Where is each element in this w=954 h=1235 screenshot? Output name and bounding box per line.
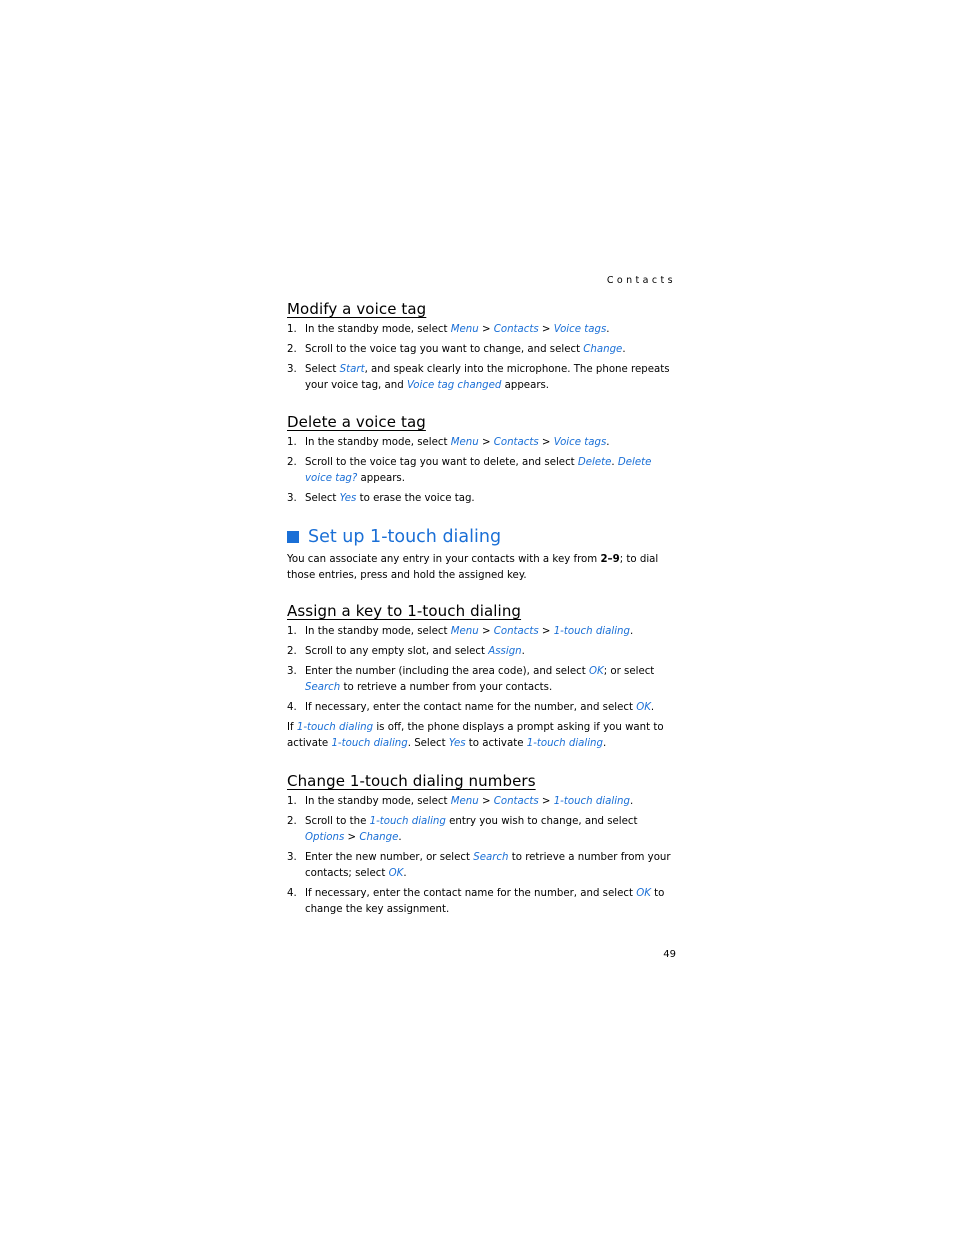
- steps-change-numbers: [287, 794, 679, 918]
- list-item: [287, 455, 679, 487]
- contacts-term: Contacts: [493, 324, 539, 335]
- punctuation: .: [629, 626, 634, 637]
- section-modify-voice-tag: [287, 300, 679, 394]
- page-number: 49: [663, 949, 676, 960]
- separator: >: [478, 324, 494, 335]
- note-text: is off, the phone displays a prompt asking if you want to activate: [287, 722, 664, 749]
- step-number: 1.: [287, 324, 297, 335]
- list-item: [287, 342, 679, 358]
- step-number: 3.: [287, 666, 297, 677]
- assign-term: Assign: [488, 646, 522, 657]
- ok-term: OK: [636, 888, 651, 899]
- note-text: to activate: [465, 738, 527, 749]
- voice-tags-term: Voice tags: [553, 437, 607, 448]
- step-number: 4.: [287, 702, 297, 713]
- punctuation: .: [602, 738, 607, 749]
- step-number: 3.: [287, 364, 297, 375]
- step-text: appears.: [357, 473, 405, 484]
- search-term: Search: [305, 682, 341, 693]
- 1-touch-dialing-term: 1-touch dialing: [553, 626, 630, 637]
- step-number: 1.: [287, 796, 297, 807]
- step-number: 2.: [287, 344, 297, 355]
- punctuation: .: [398, 832, 402, 843]
- list-item: [287, 700, 679, 716]
- step-text: to erase the voice tag.: [356, 493, 475, 504]
- step-text: appears.: [501, 380, 550, 391]
- list-item: [287, 362, 679, 394]
- list-item: [287, 624, 679, 640]
- punctuation: .: [629, 796, 634, 807]
- intro-text: ; to dial those entries, press and hold the assigned key.: [287, 554, 659, 581]
- menu-term: Menu: [450, 437, 479, 448]
- list-item: [287, 886, 679, 918]
- yes-term: Yes: [339, 493, 357, 504]
- step-text: In the standby mode, select: [305, 437, 451, 448]
- setup-intro: [287, 552, 679, 584]
- step-text: Scroll to the: [305, 816, 370, 827]
- step-text: , and speak clearly into the microphone. The phone repeats your voice tag, and: [305, 364, 670, 391]
- step-text: In the standby mode, select: [305, 796, 451, 807]
- square-bullet-icon: [287, 531, 299, 543]
- punctuation: .: [403, 868, 407, 879]
- running-header: Contacts: [606, 275, 676, 286]
- separator: >: [478, 626, 494, 637]
- step-number: 2.: [287, 816, 297, 827]
- section-delete-voice-tag: [287, 413, 679, 507]
- separator: >: [478, 796, 494, 807]
- intro-text: You can associate any entry in your contacts with a key from: [287, 554, 601, 565]
- step-number: 2.: [287, 646, 297, 657]
- menu-term: Menu: [450, 324, 479, 335]
- step-text: If necessary, enter the contact name for the number, and select: [305, 702, 637, 713]
- step-text: to retrieve a number from your contacts.: [340, 682, 553, 693]
- step-number: 1.: [287, 626, 297, 637]
- 1-touch-dialing-term: 1-touch dialing: [526, 738, 603, 749]
- list-item: [287, 814, 679, 846]
- key-range: 2–9: [600, 554, 620, 565]
- step-number: 2.: [287, 457, 297, 468]
- 1-touch-dialing-term: 1-touch dialing: [553, 796, 630, 807]
- step-text: Scroll to the voice tag you want to delete, and select: [305, 457, 578, 468]
- 1-touch-dialing-term: 1-touch dialing: [331, 738, 408, 749]
- steps-modify-voice-tag: [287, 322, 679, 394]
- delete-term: Delete: [577, 457, 612, 468]
- punctuation: .: [622, 344, 626, 355]
- step-number: 1.: [287, 437, 297, 448]
- step-text: .: [611, 457, 618, 468]
- start-term: Start: [339, 364, 365, 375]
- assign-note: [287, 720, 679, 752]
- list-item: [287, 322, 679, 338]
- steps-delete-voice-tag: [287, 435, 679, 507]
- ok-term: OK: [636, 702, 651, 713]
- separator: >: [538, 437, 554, 448]
- list-item: [287, 794, 679, 810]
- voice-tags-term: Voice tags: [553, 324, 607, 335]
- heading-change-numbers: Change 1-touch dialing numbers: [287, 772, 536, 790]
- heading-text: Set up 1-touch dialing: [308, 527, 502, 547]
- step-number: 3.: [287, 852, 297, 863]
- heading-modify-voice-tag: Modify a voice tag: [287, 300, 427, 318]
- step-number: 3.: [287, 493, 297, 504]
- separator: >: [344, 832, 360, 843]
- menu-term: Menu: [450, 796, 479, 807]
- punctuation: .: [606, 324, 610, 335]
- punctuation: .: [521, 646, 525, 657]
- step-number: 4.: [287, 888, 297, 899]
- search-term: Search: [473, 852, 509, 863]
- step-text: Scroll to the voice tag you want to change, and select: [305, 344, 584, 355]
- list-item: [287, 435, 679, 451]
- step-text: to change the key assignment.: [305, 888, 665, 915]
- step-text: Select: [305, 364, 340, 375]
- separator: >: [538, 796, 554, 807]
- change-term: Change: [359, 832, 399, 843]
- 1-touch-dialing-term: 1-touch dialing: [369, 816, 446, 827]
- step-text: Enter the new number, or select: [305, 852, 474, 863]
- step-text: entry you wish to change, and select: [445, 816, 638, 827]
- step-text: Scroll to any empty slot, and select: [305, 646, 489, 657]
- section-setup-1-touch: [287, 526, 679, 584]
- list-item: [287, 664, 679, 696]
- list-item: [287, 491, 679, 507]
- step-text: If necessary, enter the contact name for the number, and select: [305, 888, 637, 899]
- contacts-term: Contacts: [493, 796, 539, 807]
- note-text: . Select: [407, 738, 449, 749]
- step-text: Select: [305, 493, 340, 504]
- menu-term: Menu: [450, 626, 479, 637]
- options-term: Options: [305, 832, 345, 843]
- voice-tag-changed-term: Voice tag changed: [406, 380, 502, 391]
- section-assign-key: [287, 602, 679, 752]
- step-text: In the standby mode, select: [305, 324, 451, 335]
- punctuation: .: [606, 437, 610, 448]
- step-text: to retrieve a number from your contacts; select: [305, 852, 671, 879]
- list-item: [287, 850, 679, 882]
- list-item: [287, 644, 679, 660]
- steps-assign-key: [287, 624, 679, 716]
- separator: >: [538, 324, 554, 335]
- heading-assign-key: Assign a key to 1-touch dialing: [287, 602, 522, 620]
- contacts-term: Contacts: [493, 626, 539, 637]
- contacts-term: Contacts: [493, 437, 539, 448]
- note-text: If: [287, 722, 297, 733]
- delete-voice-tag-prompt: Delete voice tag?: [305, 457, 652, 484]
- ok-term: OK: [388, 868, 404, 879]
- punctuation: .: [650, 702, 655, 713]
- heading-delete-voice-tag: Delete a voice tag: [287, 413, 426, 431]
- heading-setup-1-touch: [287, 526, 679, 548]
- change-term: Change: [583, 344, 623, 355]
- step-text: In the standby mode, select: [305, 626, 451, 637]
- section-change-numbers: [287, 772, 679, 918]
- step-text: Enter the number (including the area code), and select: [305, 666, 589, 677]
- step-text: ; or select: [603, 666, 655, 677]
- separator: >: [478, 437, 494, 448]
- 1-touch-dialing-term: 1-touch dialing: [296, 722, 374, 733]
- separator: >: [538, 626, 554, 637]
- yes-term: Yes: [448, 738, 466, 749]
- ok-term: OK: [589, 666, 604, 677]
